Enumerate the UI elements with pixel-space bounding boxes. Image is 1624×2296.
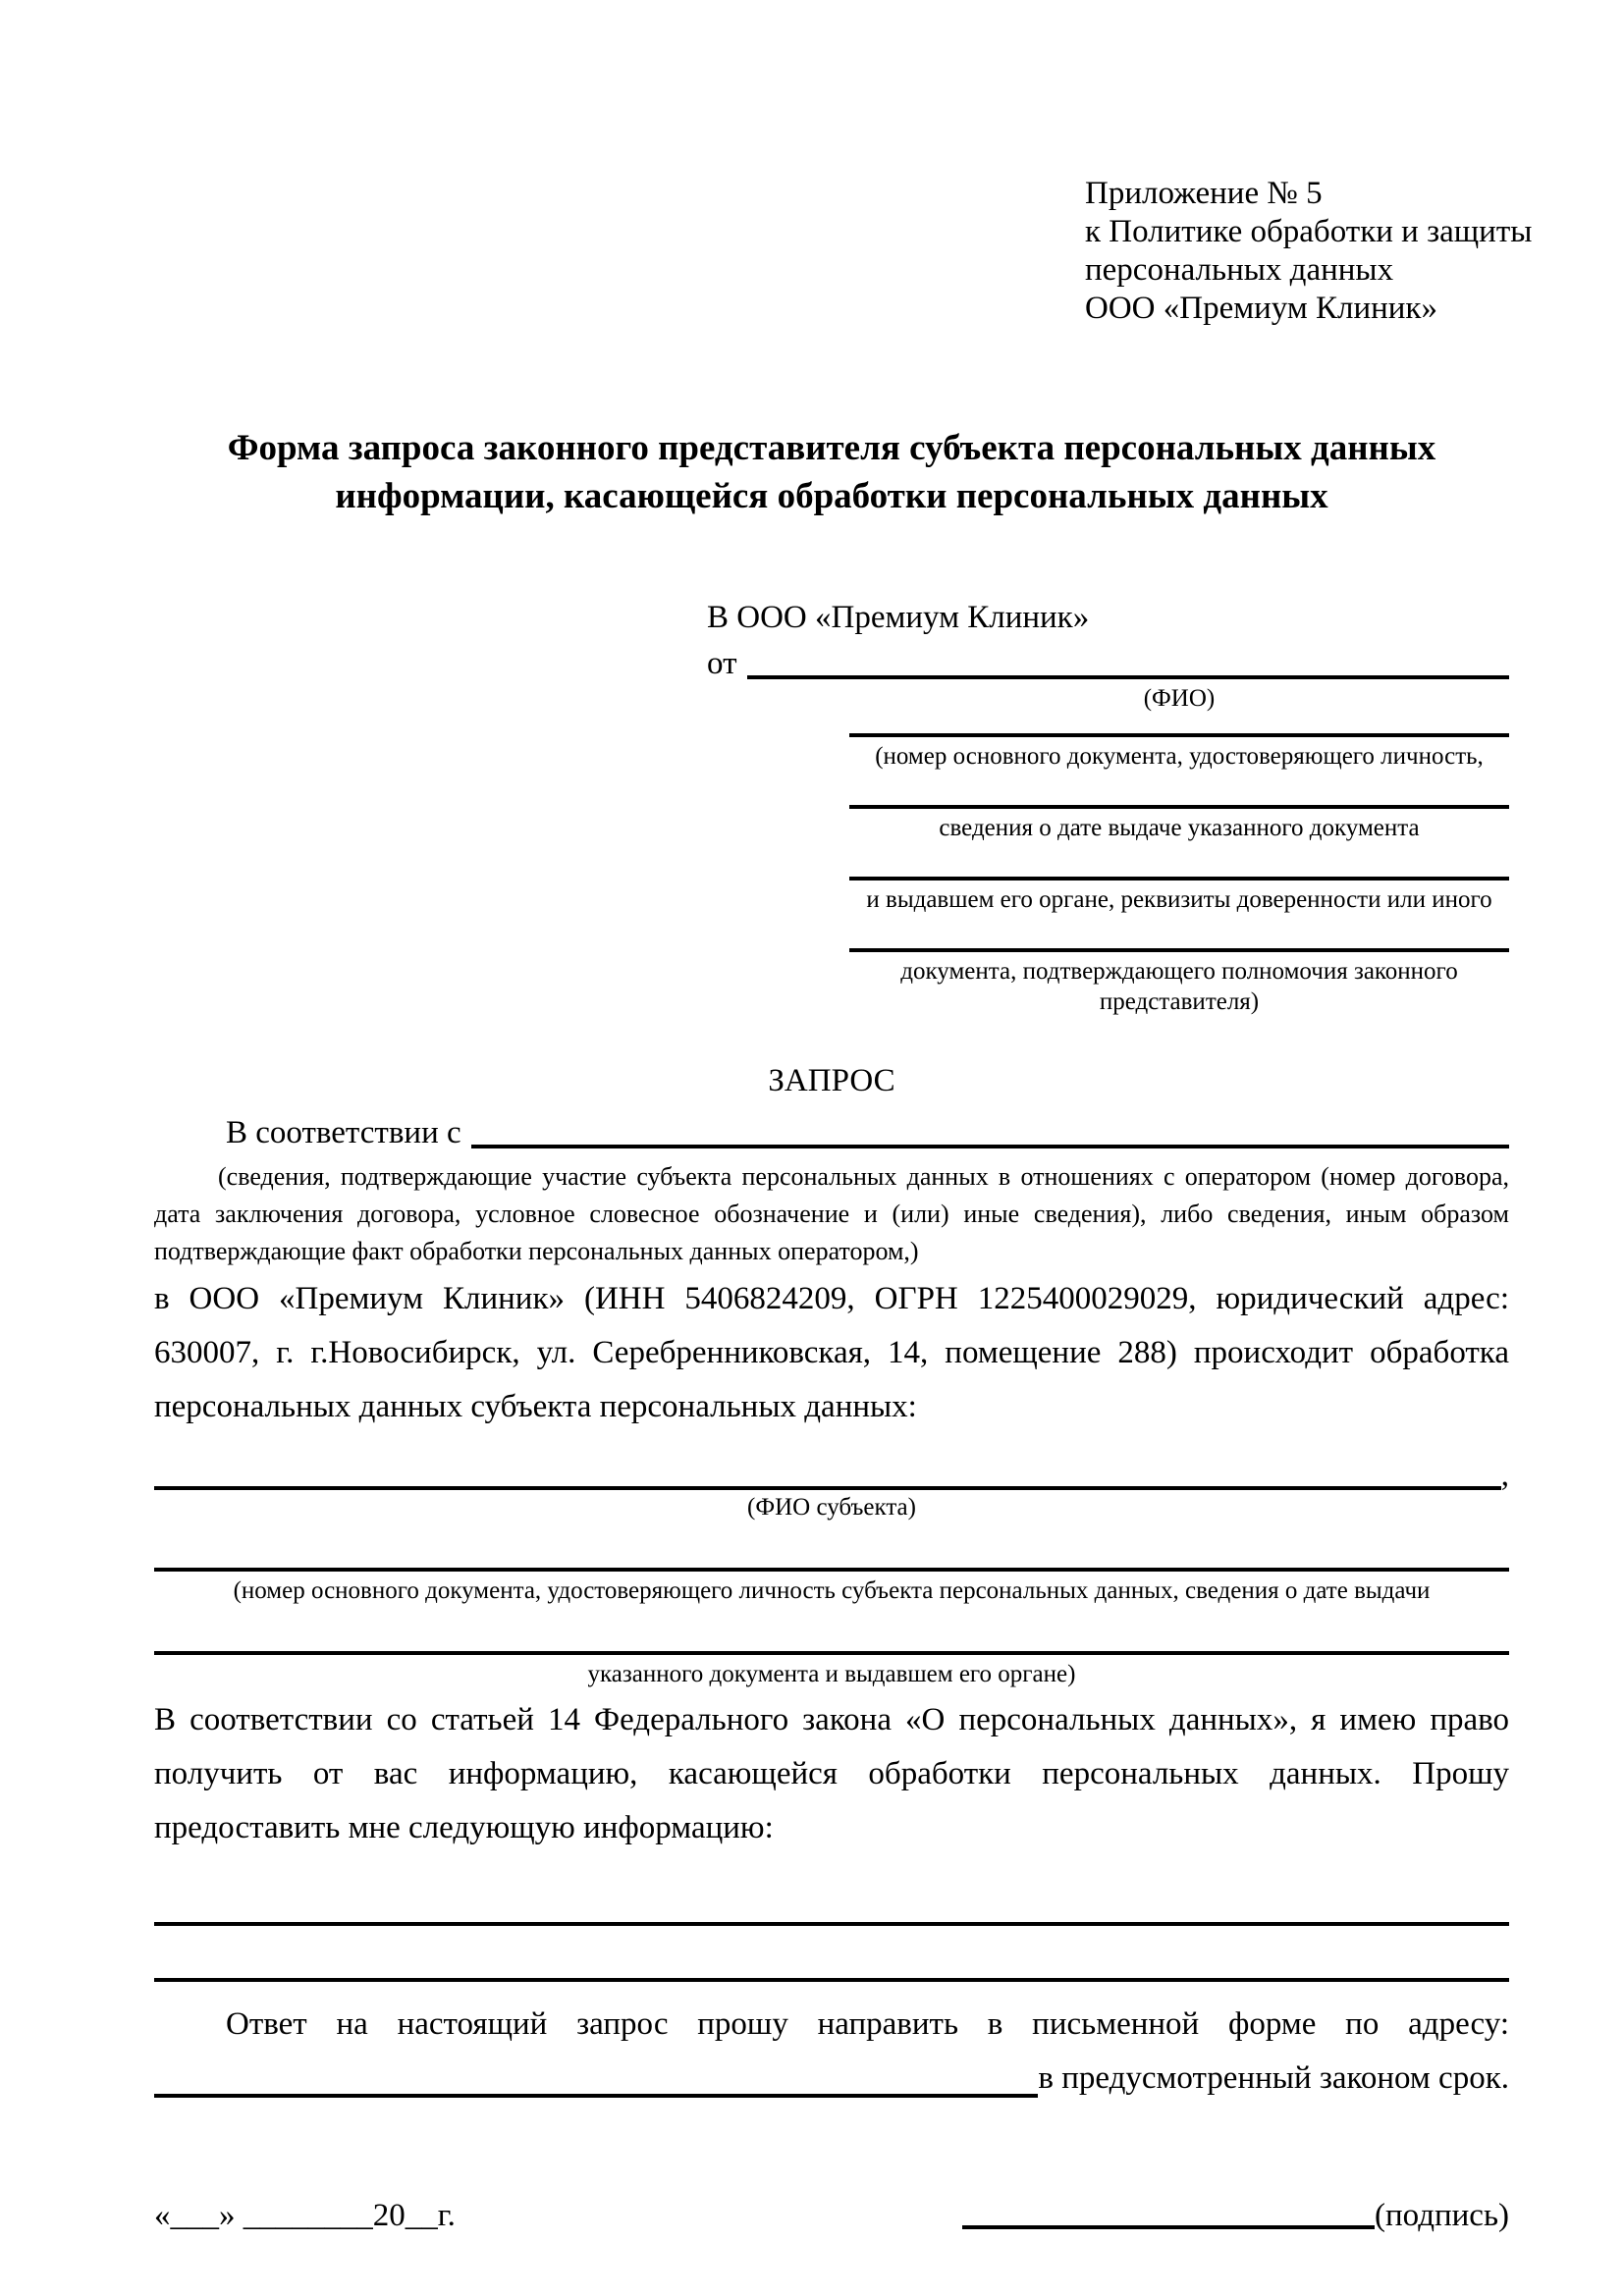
doc-fill-line[interactable]: [849, 714, 1509, 737]
signature-group: [962, 2196, 1509, 2235]
date-field[interactable]: «___» ________20__г.: [154, 2197, 456, 2233]
subject-doc-caption: (номер основного документа, удостоверяющего личность субъекта персональных данных, сведения о дате выдачи: [233, 1576, 1431, 1604]
form-title-line: Форма запроса законного представителя субъекта персональных данных: [227, 428, 1436, 468]
addressee-block: [707, 599, 1509, 1017]
signature-fill-line[interactable]: [962, 2196, 1375, 2229]
doc-fill-line[interactable]: [849, 915, 1509, 952]
answer-tail: в предусмотренный законом срок.: [1038, 2059, 1509, 2096]
appendix-line: персональных данных: [1085, 252, 1394, 288]
doc-caption: и выдавшем его органе, реквизиты доверенности или иного: [866, 885, 1492, 913]
subject-doc-fill-line[interactable]: [154, 1522, 1509, 1572]
from-row: [707, 645, 1509, 683]
doc-caption: документа, подтверждающего полномочия законного представителя): [900, 957, 1458, 1015]
info-fill-line[interactable]: [154, 1885, 1509, 1926]
subject-fio-caption: (ФИО субъекта): [747, 1493, 916, 1521]
subject-fio-row: [154, 1457, 1509, 1493]
footer-row: [154, 2196, 1509, 2235]
company-name: В ООО «Премиум Клиник»: [707, 600, 1090, 635]
subject-doc-fill-line[interactable]: [154, 1606, 1509, 1655]
appendix-line: к Политике обработки и защиты: [1085, 214, 1533, 249]
fio-caption: (ФИО): [1143, 684, 1216, 712]
intro-fill-line[interactable]: [471, 1145, 1509, 1148]
fio-fill-line[interactable]: [747, 675, 1510, 679]
appendix-block: [1085, 175, 1533, 328]
representative-doc-column: [849, 683, 1509, 1017]
appendix-line: Приложение № 5: [1085, 176, 1323, 211]
intro-note: (сведения, подтверждающие участие субъекта персональных данных в отношениях с оператором (номер договора, дата заключения договора, условное словесное обозначение и (или) иные сведения), либо сведения, иным образом подтверждающие факт обработки персональных данных оператором,): [154, 1161, 1509, 1265]
doc-fill-line[interactable]: [849, 772, 1509, 809]
form-title: [154, 424, 1509, 520]
subject-comma: ,: [1500, 1457, 1509, 1493]
answer-paragraph: Ответ на настоящий запрос прошу направить в письменной форме по адресу:: [226, 2005, 1509, 2042]
doc-fill-line[interactable]: [849, 843, 1509, 881]
intro-label: В соответствии с: [226, 1114, 461, 1150]
from-label: от: [707, 645, 737, 681]
request-heading: ЗАПРОС: [768, 1062, 895, 1098]
appendix-line: ООО «Премиум Клиник»: [1085, 291, 1437, 326]
address-fill-line[interactable]: [154, 2094, 1038, 2098]
signature-caption: (подпись): [1375, 2197, 1509, 2233]
law-paragraph: В соответствии со статьей 14 Федерального закона «О персональных данных», я имею право получить от вас информацию, касающейся обработки персональных данных. Прошу предоставить мне следующую информацию:: [154, 1701, 1509, 1845]
intro-row: [154, 1114, 1509, 1152]
form-title-line: информации, касающейся обработки персональных данных: [335, 476, 1328, 516]
info-fill-line[interactable]: [154, 1926, 1509, 1982]
subject-doc-caption: указанного документа и выдавшем его органе): [587, 1660, 1076, 1687]
operator-paragraph: в ООО «Премиум Клиник» (ИНН 5406824209, ОГРН 1225400029029, юридический адрес: 630007, г. г.Новосибирск, ул. Серебренниковская, 14, помещение 288) происходит обработка персональных данных субъекта персональных данных:: [154, 1280, 1509, 1424]
subject-fio-fill-line[interactable]: [154, 1486, 1501, 1490]
doc-caption: сведения о дате выдаче указанного документа: [939, 814, 1420, 841]
doc-caption: (номер основного документа, удостоверяющего личность,: [875, 742, 1484, 770]
answer-address-row: [154, 2052, 1509, 2106]
